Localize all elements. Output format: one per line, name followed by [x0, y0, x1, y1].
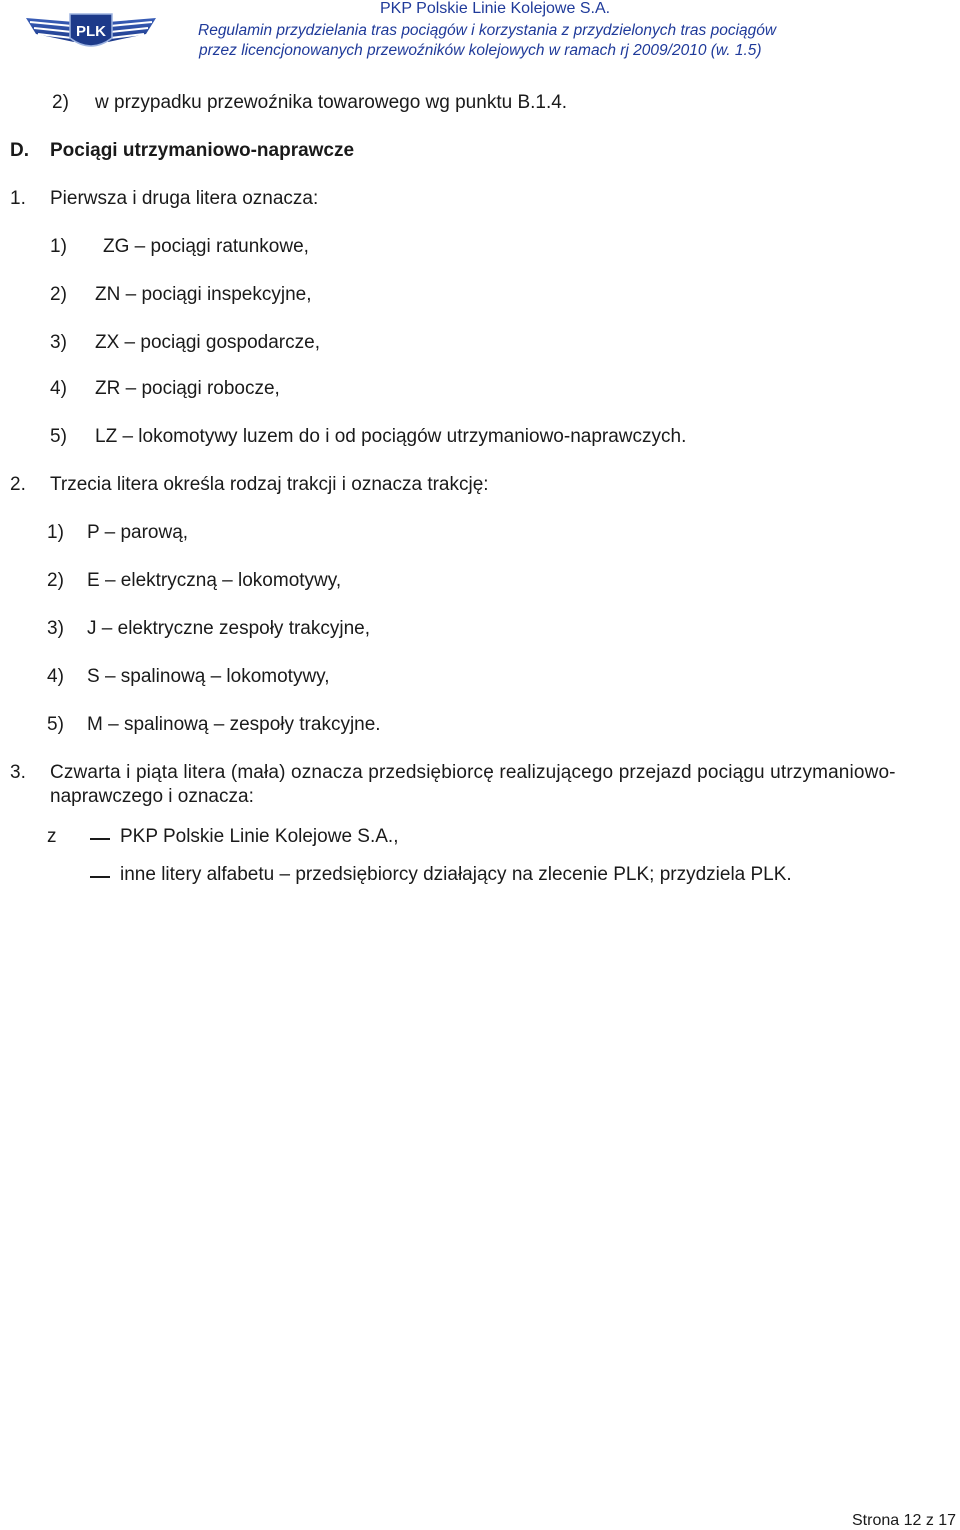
point3-item-key: z	[47, 826, 57, 847]
point2-number: 2.	[10, 474, 26, 495]
point1-item-number: 3)	[50, 332, 67, 353]
point3-number: 3.	[10, 762, 26, 783]
point3-text-line2: naprawczego i oznacza:	[50, 786, 254, 807]
point1-item-text: ZX – pociągi gospodarcze,	[95, 332, 320, 353]
point1-text: Pierwsza i druga litera oznacza:	[50, 188, 319, 209]
point2-item-number: 3)	[47, 618, 64, 639]
dash-bullet	[90, 838, 110, 840]
section-d-label: D.	[10, 140, 29, 161]
svg-text:PLK: PLK	[76, 23, 106, 40]
point2-item-number: 4)	[47, 666, 64, 687]
point3-text-line1: Czwarta i piąta litera (mała) oznacza przedsiębiorcę realizującego przejazd pociągu utrzymaniowo-	[50, 762, 896, 783]
point3-item-text: PKP Polskie Linie Kolejowe S.A.,	[120, 826, 399, 847]
intro-item-number: 2)	[52, 92, 69, 113]
page-number: Strona 12 z 17	[852, 1512, 957, 1529]
header-company: PKP Polskie Linie Kolejowe S.A.	[380, 0, 611, 17]
header-regulation-line1: Regulamin przydzielania tras pociągów i korzystania z przydzielonych tras pociągów	[198, 22, 777, 39]
point1-item-number: 4)	[50, 378, 67, 399]
point2-item-number: 2)	[47, 570, 64, 591]
plk-logo	[22, 8, 160, 54]
section-d-title: Pociągi utrzymaniowo-naprawcze	[50, 140, 355, 161]
point1-item-number: 2)	[50, 284, 67, 305]
point1-number: 1.	[10, 188, 26, 209]
point1-item-text: ZN – pociągi inspekcyjne,	[95, 284, 312, 305]
point2-item-text: E – elektryczną – lokomotywy,	[87, 570, 342, 591]
header-regulation-line2: przez licencjonowanych przewoźników kolejowych w ramach rj 2009/2010 (w. 1.5)	[199, 42, 762, 59]
point1-item-number: 1)	[50, 236, 67, 257]
point1-item-text: ZG – pociągi ratunkowe,	[103, 236, 309, 257]
point1-item-text: ZR – pociągi robocze,	[95, 378, 280, 399]
point2-item-text: M – spalinową – zespoły trakcyjne.	[87, 714, 381, 735]
point2-item-text: J – elektryczne zespoły trakcyjne,	[87, 618, 371, 639]
point2-item-number: 1)	[47, 522, 64, 543]
dash-bullet	[90, 876, 110, 878]
point3-item-text: inne litery alfabetu – przedsiębiorcy działający na zlecenie PLK; przydziela PLK.	[120, 864, 792, 885]
point1-item-number: 5)	[50, 426, 67, 447]
point2-item-text: S – spalinową – lokomotywy,	[87, 666, 330, 687]
point1-item-text: LZ – lokomotywy luzem do i od pociągów utrzymaniowo-naprawczych.	[95, 426, 687, 447]
point2-item-number: 5)	[47, 714, 64, 735]
point2-text: Trzecia litera określa rodzaj trakcji i oznacza trakcję:	[50, 474, 489, 495]
intro-item-text: w przypadku przewoźnika towarowego wg punktu B.1.4.	[95, 92, 568, 113]
point2-item-text: P – parową,	[87, 522, 189, 543]
